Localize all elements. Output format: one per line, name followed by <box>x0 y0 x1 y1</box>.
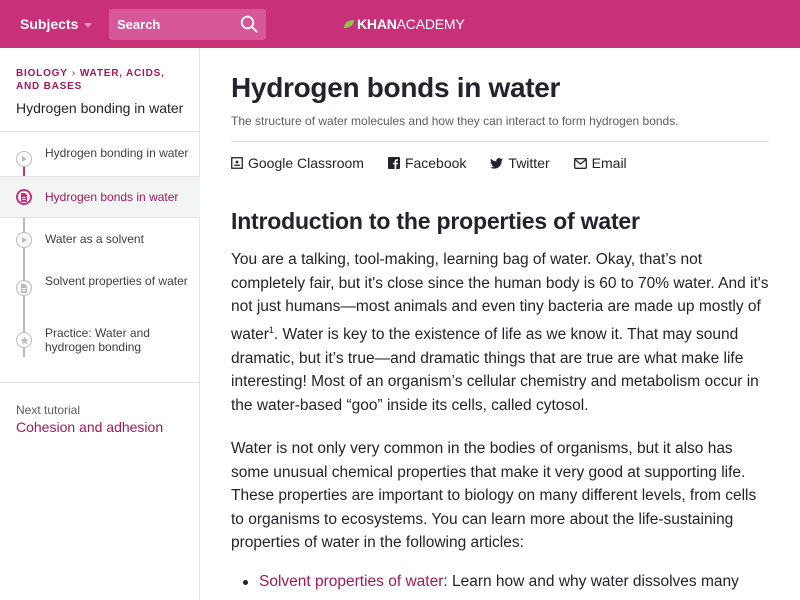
caret-down-icon <box>84 23 92 28</box>
tutorial-title: Hydrogen bonding in water <box>16 100 184 116</box>
next-tutorial <box>0 382 200 455</box>
sidebar-item-solvent-properties-article[interactable] <box>0 262 200 314</box>
sidebar-item-label: Water as a solvent <box>45 232 144 246</box>
sidebar-item-label: Practice: Water and hydrogen bonding <box>45 326 150 354</box>
breadcrumb-biology[interactable]: BIOLOGY <box>16 68 68 79</box>
solvent-properties-link[interactable]: Solvent properties of water <box>259 573 444 590</box>
article-links-list <box>231 570 771 594</box>
paragraph-properties: Water is not only very common in the bodies of organisms, but it also has some unusual chemical properties that make it very good at supporting life. These properties are important to biology on many different levels, from cells to organisms to ecosystems. You can learn more about the life-sustaining properties of water in the following articles: <box>231 440 757 552</box>
share-label: Google Classroom <box>248 155 364 171</box>
sidebar-item-label: Hydrogen bonding in water <box>45 146 189 160</box>
chevron-right-icon: › <box>71 68 76 79</box>
share-label: Email <box>591 155 627 171</box>
section-heading: Introduction to the properties of water <box>231 208 640 234</box>
share-label: Twitter <box>508 155 550 171</box>
subjects-menu-button[interactable] <box>20 16 92 32</box>
paragraph-text: . Water is key to the existence of life as we know it. That may sound dramatic, but it’s true—and dramatic things that are true are what make life interesting! Most of an organism’s cellular chemistry and metabolism occur in the water-based “goo” inside its cells, called cytosol. <box>231 325 759 414</box>
twitter-icon <box>490 158 503 169</box>
footnote-reference[interactable]: 1 <box>268 324 274 335</box>
list-item <box>231 570 771 594</box>
sidebar-item-practice-exercise[interactable] <box>0 314 200 366</box>
google-classroom-icon <box>231 157 243 169</box>
subjects-label: Subjects <box>20 16 79 32</box>
tutorial-item-list <box>0 131 200 366</box>
breadcrumb-water-acids-bases[interactable]: WATER, ACIDS, AND BASES <box>16 68 165 92</box>
sidebar-item-label: Solvent properties of water <box>45 274 188 288</box>
share-facebook-button[interactable] <box>388 155 466 171</box>
next-tutorial-link[interactable]: Cohesion and adhesion <box>16 419 164 435</box>
search-box[interactable] <box>109 9 266 40</box>
next-tutorial-label: Next tutorial <box>16 403 81 417</box>
sidebar-item-hydrogen-bonds-article[interactable] <box>0 176 200 218</box>
star-icon <box>16 332 32 348</box>
paragraph-intro <box>231 248 771 417</box>
search-input[interactable] <box>117 17 232 32</box>
sidebar-item-water-as-solvent-video[interactable] <box>0 218 200 262</box>
share-bar <box>231 155 651 171</box>
article-icon <box>16 280 32 296</box>
article-description: The structure of water molecules and how they can interact to form hydrogen bonds. <box>231 114 679 128</box>
sidebar-item-hydrogen-bonding-video[interactable] <box>0 132 200 176</box>
share-google-classroom-button[interactable] <box>231 155 364 171</box>
sidebar-item-label: Hydrogen bonds in water <box>45 190 179 204</box>
logo-academy: ACADEMY <box>396 16 465 32</box>
paragraph-text: You are a talking, tool-making, learning bag of water. Okay, that’s not completely fair, but it's close since the human body is 60 to 70% water. And it's not just humans—most animals and even tiny bacteria are made up mostly of water <box>231 251 769 343</box>
article-icon <box>16 189 32 205</box>
play-icon <box>16 232 32 248</box>
share-twitter-button[interactable] <box>490 155 549 171</box>
page-title: Hydrogen bonds in water <box>231 72 561 103</box>
play-icon <box>16 151 32 167</box>
khan-academy-logo[interactable] <box>343 16 465 32</box>
list-item-text: : Learn how and why water dissolves many <box>443 573 739 590</box>
share-label: Facebook <box>404 155 467 171</box>
email-icon <box>574 158 587 169</box>
logo-khan: KHAN <box>357 16 397 32</box>
divider <box>231 141 769 142</box>
breadcrumb <box>16 67 188 93</box>
top-navigation-bar <box>0 0 800 48</box>
search-icon[interactable] <box>240 15 258 33</box>
leaf-icon <box>343 19 355 29</box>
tutorial-sidebar <box>0 48 200 600</box>
share-email-button[interactable] <box>574 155 627 171</box>
facebook-icon <box>388 157 400 169</box>
